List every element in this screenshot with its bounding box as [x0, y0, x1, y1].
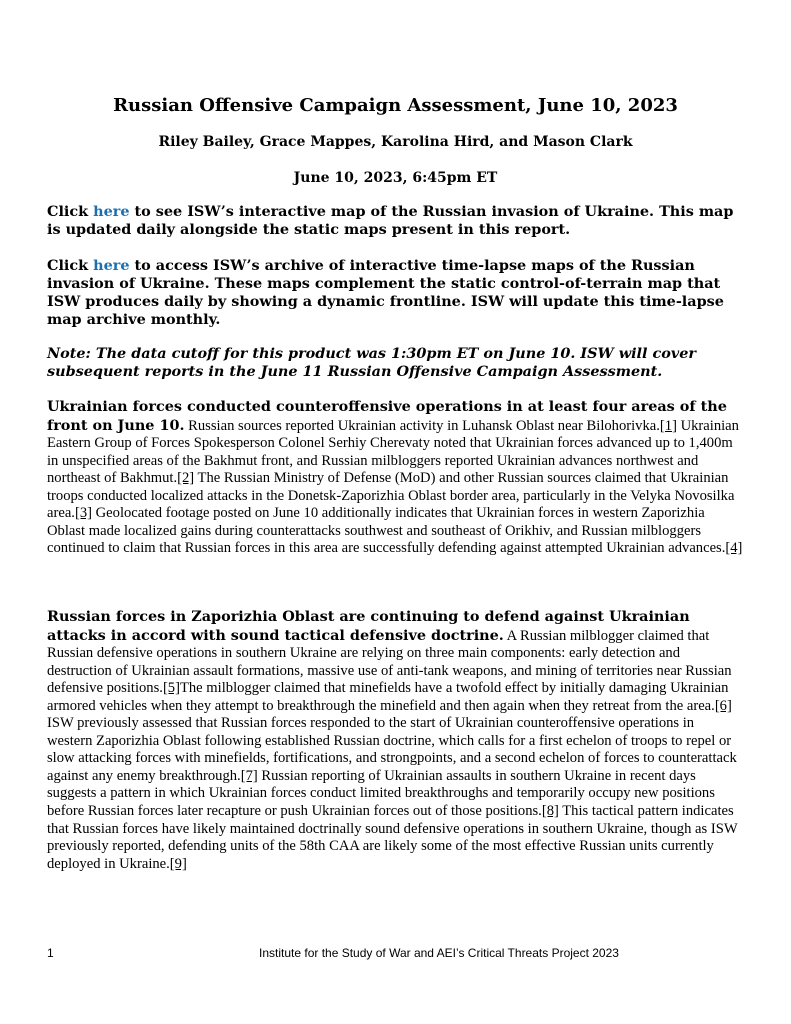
data-cutoff-note: Note: The data cutoff for this product was 1:30pm ET on June 10. ISW will cover subsequent reports in the June 11 Russian Offensive Campaign Assessment. — [47, 345, 696, 380]
paragraph-2-lead: Russian forces in Zaporizhia Oblast are continuing to defend against Ukrainian attacks in accord with sound tactical defensive doctrine. — [47, 608, 690, 644]
footnote-link[interactable]: [5] — [162, 680, 180, 697]
report-authors: Riley Bailey, Grace Mappes, Karolina Hird, and Mason Clark — [158, 134, 633, 150]
interactive-map-pre: Click — [47, 203, 94, 220]
paragraph-zaporizhia-defense — [47, 608, 743, 873]
report-title: Russian Offensive Campaign Assessment, June 10, 2023 — [113, 95, 678, 116]
timelapse-map-link[interactable]: here — [93, 257, 130, 274]
paragraph-1-text: Russian sources reported Ukrainian activity in Luhansk Oblast near Bilohorivka. — [184, 417, 660, 434]
paragraph-2-text: Russian reporting of Ukrainian assaults in southern Ukraine in recent days suggests a pattern in which Ukrainian forces conduct limited breakthroughs and temporarily occupy new positions before Russian forces later recapture or push Ukrainian forces out of those positions. — [47, 767, 715, 820]
paragraph-1-text: Geolocated footage posted on June 10 additionally indicates that Ukrainian forces in western Zaporizhia Oblast made localized gains during counterattacks southwest and southeast of Orikhiv, and Russian milbloggers continued to claim that Russian forces in this area are successfully defending against attempted Ukrainian advances. — [47, 505, 726, 557]
footnote-link[interactable]: [8] — [541, 803, 559, 820]
timelapse-map-paragraph — [47, 257, 743, 329]
footnote-link[interactable]: [4] — [725, 540, 743, 557]
footnote-link[interactable]: [3] — [74, 505, 92, 522]
footnote-link[interactable]: [7] — [240, 767, 258, 784]
footer-text: Institute for the Study of War and AEI’s Critical Threats Project 2023 — [259, 946, 619, 960]
footnote-link[interactable]: [1] — [659, 417, 677, 434]
report-dateline: June 10, 2023, 6:45pm ET — [293, 170, 498, 186]
paragraph-1-lead: Ukrainian forces conducted counteroffensive operations in at least four areas of the front on June 10. — [47, 398, 727, 434]
footnote-link[interactable]: [9] — [169, 855, 187, 872]
paragraph-2-text: The milblogger claimed that minefields have a twofold effect by initially damaging Ukrainian armored vehicles when they attempt to breakthrough the minefield and then again when they retreat from the area. — [47, 680, 729, 714]
paragraph-1-text: Ukrainian Eastern Group of Forces Spokesperson Colonel Serhiy Cherevaty noted that Ukrainian forces advanced up to 1,400m in unspecified areas of the Bakhmut front, and Russian milbloggers reported Ukrainian advances northwest and northeast of Bakhmut. — [47, 417, 739, 487]
interactive-map-text: to see ISW’s interactive map of the Russian invasion of Ukraine. This map is updated daily alongside the static maps present in this report. — [47, 203, 734, 238]
interactive-map-paragraph — [47, 203, 743, 239]
timelapse-map-pre: Click — [47, 257, 94, 274]
timelapse-map-text: to access ISW’s archive of interactive time-lapse maps of the Russian invasion of Ukraine. These maps complement the static control-of-terrain map that ISW produces daily by showing a dynamic frontline. ISW will update this time-lapse map archive monthly. — [47, 257, 724, 328]
paragraph-2-text: A Russian milblogger claimed that Russian defensive operations in southern Ukraine are relying on three main components: early detection and destruction of Ukrainian assault formations, massive use of anti-tank weapons, and mining of territories near Russian defensive positions. — [47, 627, 732, 697]
footnote-link[interactable]: [2] — [177, 470, 195, 487]
paragraph-counteroffensive — [47, 398, 743, 558]
interactive-map-link[interactable]: here — [93, 203, 130, 220]
paragraph-1-text: The Russian Ministry of Defense (MoD) and other Russian sources claimed that Ukrainian troops conducted localized attacks in the Donetsk-Zaporizhia Oblast border area, particularly in the Velyka Novosilka area. — [47, 470, 735, 522]
paragraph-2-text: This tactical pattern indicates that Russian forces have likely maintained doctrinally sound defensive operations in southern Ukraine, though as ISW previously reported, defending units of the 58th CAA are likely some of the most effective Russian units currently deployed in Ukraine. — [47, 803, 738, 872]
page-number: 1 — [47, 946, 54, 960]
footnote-link[interactable]: [6] — [714, 697, 732, 714]
paragraph-2-text: ISW previously assessed that Russian forces responded to the start of Ukrainian counteroffensive operations in western Zaporizhia Oblast following established Russian doctrine, which calls for a first echelon of troops to repel or slow attacking forces with minefields, fortifications, and strongpoints, and a second echelon of forces to counterattack against any enemy breakthrough. — [47, 715, 737, 784]
